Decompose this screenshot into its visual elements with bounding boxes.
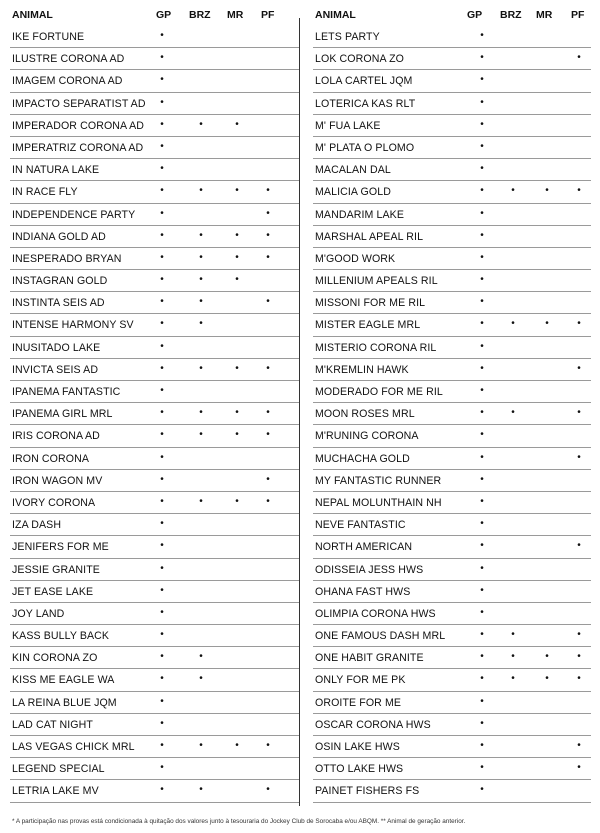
- table-row: [10, 470, 299, 492]
- pf-mark: •: [577, 407, 581, 419]
- table-row: [313, 536, 591, 558]
- table-row: [313, 403, 591, 425]
- animal-name: INESPERADO BRYAN: [12, 252, 122, 265]
- gp-mark: •: [480, 274, 484, 286]
- table-row: [313, 359, 591, 381]
- column-header-animal: ANIMAL: [12, 9, 53, 21]
- table-row: [10, 137, 299, 159]
- column-header-gp: GP: [156, 9, 172, 21]
- animal-name: IRON WAGON MV: [12, 474, 103, 487]
- gp-mark: •: [160, 518, 164, 530]
- pf-mark: •: [266, 740, 270, 751]
- mr-mark: •: [235, 251, 239, 263]
- table-row: [313, 270, 591, 292]
- table-row: [313, 581, 591, 603]
- animal-name: INUSITADO LAKE: [12, 341, 101, 354]
- table-row: [10, 70, 299, 92]
- gp-mark: •: [480, 584, 484, 596]
- animal-name: IZA DASH: [12, 519, 62, 532]
- animal-name: OSIN LAKE HWS: [315, 741, 400, 753]
- animal-name: KIN CORONA ZO: [12, 652, 98, 665]
- table-row: [10, 181, 299, 203]
- table-row: [10, 226, 299, 248]
- gp-mark: •: [160, 451, 164, 463]
- gp-mark: •: [160, 651, 164, 663]
- table-row: [313, 647, 591, 669]
- table-row: [10, 248, 299, 270]
- gp-mark: •: [160, 30, 164, 41]
- table-row: [10, 536, 299, 558]
- animal-name: ONE FAMOUS DASH MRL: [315, 630, 446, 643]
- table-row: [10, 603, 299, 625]
- gp-mark: •: [480, 30, 484, 41]
- gp-mark: •: [160, 606, 164, 618]
- animal-name: LA REINA BLUE JQM: [12, 696, 117, 709]
- brz-mark: •: [511, 629, 515, 641]
- table-row: [313, 492, 591, 514]
- table-row: [313, 692, 591, 714]
- table-row: [313, 780, 591, 802]
- brz-mark: •: [199, 274, 203, 286]
- gp-mark: •: [480, 296, 484, 308]
- animal-name: IN NATURA LAKE: [12, 164, 100, 177]
- animal-name: LOTERICA KAS RLT: [315, 97, 416, 110]
- pf-mark: •: [266, 784, 270, 796]
- gp-mark: •: [480, 118, 484, 130]
- table-row: [10, 780, 299, 802]
- brz-mark: •: [511, 673, 515, 685]
- animal-name: LOK CORONA ZO: [315, 53, 405, 66]
- animal-name: IMPERADOR CORONA AD: [12, 119, 144, 132]
- animal-name: NEPAL MOLUNTHAIN NH: [315, 496, 442, 509]
- table-row: [10, 625, 299, 647]
- brz-mark: •: [199, 251, 203, 263]
- brz-mark: •: [199, 296, 203, 308]
- table-row: [10, 359, 299, 381]
- table-row: [10, 692, 299, 714]
- gp-mark: •: [480, 318, 484, 330]
- animal-name: IKE FORTUNE: [12, 31, 85, 43]
- table-row: [10, 647, 299, 669]
- animal-name: JET EASE LAKE: [12, 585, 94, 598]
- table-row: [313, 248, 591, 270]
- gp-mark: •: [160, 385, 164, 396]
- table-row: [10, 204, 299, 226]
- animal-name: IRON CORONA: [12, 452, 90, 465]
- gp-mark: •: [480, 229, 484, 241]
- animal-name: PAINET FISHERS FS: [315, 785, 420, 798]
- gp-mark: •: [480, 362, 484, 374]
- table-row: [313, 93, 591, 115]
- table-row: [10, 314, 299, 336]
- table-row: [313, 337, 591, 359]
- gp-mark: •: [160, 584, 164, 596]
- mr-mark: •: [235, 362, 239, 374]
- animal-name: MALICIA GOLD: [315, 186, 391, 199]
- pf-mark: •: [577, 362, 581, 374]
- gp-mark: •: [480, 385, 484, 396]
- table-row: [10, 381, 299, 403]
- table-row: [313, 292, 591, 314]
- animal-name: LAD CAT NIGHT: [12, 718, 93, 731]
- table-row: [10, 93, 299, 115]
- table-row: [10, 115, 299, 137]
- mr-mark: •: [545, 318, 549, 330]
- gp-mark: •: [160, 762, 164, 774]
- gp-mark: •: [160, 562, 164, 574]
- pf-mark: •: [577, 740, 581, 751]
- gp-mark: •: [480, 717, 484, 729]
- animal-name: ILUSTRE CORONA AD: [12, 53, 125, 66]
- table-row: [10, 425, 299, 447]
- gp-mark: •: [160, 362, 164, 374]
- gp-mark: •: [160, 340, 164, 352]
- table-row: [10, 581, 299, 603]
- animal-name: INSTAGRAN GOLD: [12, 275, 108, 288]
- table-row: [313, 181, 591, 203]
- animal-name: M'GOOD WORK: [315, 252, 396, 265]
- pf-mark: •: [577, 52, 581, 64]
- right-rows: [313, 26, 591, 803]
- pf-mark: •: [577, 651, 581, 663]
- table-row: [313, 70, 591, 92]
- gp-mark: •: [160, 96, 164, 108]
- gp-mark: •: [480, 185, 484, 197]
- animal-name: MY FANTASTIC RUNNER: [315, 474, 442, 487]
- pf-mark: •: [266, 429, 270, 441]
- brz-mark: •: [199, 651, 203, 663]
- table-row: [10, 559, 299, 581]
- mr-mark: •: [235, 740, 239, 751]
- gp-mark: •: [480, 740, 484, 751]
- gp-mark: •: [480, 695, 484, 707]
- animal-name: MISSONI FOR ME RIL: [315, 297, 426, 310]
- table-row: [10, 270, 299, 292]
- gp-mark: •: [160, 251, 164, 263]
- animal-name: LOLA CARTEL JQM: [315, 75, 413, 88]
- column-header-mr: MR: [536, 9, 553, 21]
- table-header: [313, 4, 591, 26]
- gp-mark: •: [480, 340, 484, 352]
- pf-mark: •: [266, 473, 270, 485]
- animal-name: OSCAR CORONA HWS: [315, 718, 431, 731]
- table-row: [313, 226, 591, 248]
- column-divider: [299, 18, 300, 806]
- footnote: * A participação nas provas está condicionada à quitação dos valores junto à tesouraria do Jockey Club de Sorocaba e/ou ABQM. ** Animal de geração anterior.: [12, 818, 466, 825]
- pf-mark: •: [266, 185, 270, 197]
- animal-name: IPANEMA GIRL MRL: [12, 408, 113, 421]
- brz-mark: •: [199, 407, 203, 419]
- animal-name: IMPERATRIZ CORONA AD: [12, 141, 144, 154]
- column-header-brz: BRZ: [500, 9, 522, 21]
- gp-mark: •: [480, 606, 484, 618]
- pf-mark: •: [266, 251, 270, 263]
- gp-mark: •: [480, 251, 484, 263]
- table-row: [10, 448, 299, 470]
- animal-name: INSTINTA SEIS AD: [12, 297, 105, 310]
- mr-mark: •: [545, 185, 549, 197]
- gp-mark: •: [480, 451, 484, 463]
- gp-mark: •: [480, 473, 484, 485]
- gp-mark: •: [480, 163, 484, 175]
- mr-mark: •: [235, 118, 239, 130]
- gp-mark: •: [160, 318, 164, 330]
- table-row: [313, 758, 591, 780]
- brz-mark: •: [199, 318, 203, 330]
- gp-mark: •: [480, 407, 484, 419]
- brz-mark: •: [199, 118, 203, 130]
- brz-mark: •: [511, 318, 515, 330]
- animal-name: MANDARIM LAKE: [315, 208, 405, 221]
- animal-name: MOON ROSES MRL: [315, 408, 415, 421]
- mr-mark: •: [545, 673, 549, 685]
- column-header-pf: PF: [261, 9, 275, 21]
- table-row: [10, 514, 299, 536]
- table-row: [10, 492, 299, 514]
- animal-name: MARSHAL APEAL RIL: [315, 230, 424, 243]
- animal-name: OROITE FOR ME: [315, 696, 402, 709]
- animal-name: KISS ME EAGLE WA: [12, 674, 115, 687]
- gp-mark: •: [160, 140, 164, 152]
- column-header-animal: ANIMAL: [315, 9, 356, 21]
- animal-name: OHANA FAST HWS: [315, 585, 411, 598]
- animal-name: LEGEND SPECIAL: [12, 763, 105, 776]
- gp-mark: •: [160, 163, 164, 175]
- gp-mark: •: [480, 562, 484, 574]
- left-rows: [10, 26, 299, 803]
- table-row: [10, 758, 299, 780]
- animal-name: LAS VEGAS CHICK MRL: [12, 741, 135, 753]
- brz-mark: •: [199, 740, 203, 751]
- pf-mark: •: [266, 207, 270, 219]
- table-row: [313, 625, 591, 647]
- gp-mark: •: [480, 140, 484, 152]
- column-header-gp: GP: [467, 9, 483, 21]
- gp-mark: •: [480, 495, 484, 507]
- brz-mark: •: [511, 407, 515, 419]
- gp-mark: •: [480, 629, 484, 641]
- table-row: [313, 381, 591, 403]
- gp-mark: •: [160, 229, 164, 241]
- table-row: [313, 115, 591, 137]
- gp-mark: •: [160, 784, 164, 796]
- brz-mark: •: [199, 429, 203, 441]
- table-row: [10, 669, 299, 691]
- animal-name: IPANEMA FANTASTIC: [12, 386, 121, 398]
- gp-mark: •: [160, 717, 164, 729]
- brz-mark: •: [199, 673, 203, 685]
- brz-mark: •: [199, 185, 203, 197]
- gp-mark: •: [160, 629, 164, 641]
- brz-mark: •: [199, 495, 203, 507]
- gp-mark: •: [160, 185, 164, 197]
- mr-mark: •: [235, 495, 239, 507]
- table-row: [313, 559, 591, 581]
- table-row: [10, 714, 299, 736]
- animal-name: INDEPENDENCE PARTY: [12, 208, 136, 221]
- brz-mark: •: [199, 229, 203, 241]
- animal-name: ONLY FOR ME PK: [315, 674, 406, 687]
- pf-mark: •: [577, 762, 581, 774]
- brz-mark: •: [511, 185, 515, 197]
- gp-mark: •: [480, 540, 484, 552]
- pf-mark: •: [266, 229, 270, 241]
- table-row: [313, 736, 591, 758]
- animal-name: INTENSE HARMONY SV: [12, 319, 134, 332]
- table-row: [10, 159, 299, 181]
- animal-name: IMPACTO SEPARATIST AD: [12, 97, 146, 110]
- brz-mark: •: [199, 784, 203, 796]
- pf-mark: •: [577, 318, 581, 330]
- table-row: [10, 337, 299, 359]
- gp-mark: •: [160, 673, 164, 685]
- animal-name: MUCHACHA GOLD: [315, 452, 410, 465]
- gp-mark: •: [480, 429, 484, 441]
- table-row: [10, 403, 299, 425]
- gp-mark: •: [160, 740, 164, 751]
- gp-mark: •: [160, 118, 164, 130]
- gp-mark: •: [160, 74, 164, 86]
- column-header-pf: PF: [571, 9, 585, 21]
- column-header-mr: MR: [227, 9, 244, 21]
- animal-name: IN RACE FLY: [12, 186, 78, 199]
- gp-mark: •: [160, 695, 164, 707]
- pf-mark: •: [577, 540, 581, 552]
- brz-mark: •: [199, 362, 203, 374]
- gp-mark: •: [480, 518, 484, 530]
- gp-mark: •: [480, 762, 484, 774]
- animal-name: JENIFERS FOR ME: [12, 541, 109, 554]
- column-header-brz: BRZ: [189, 9, 211, 21]
- animal-name: OTTO LAKE HWS: [315, 763, 404, 776]
- gp-mark: •: [480, 207, 484, 219]
- gp-mark: •: [160, 429, 164, 441]
- animal-name: MISTER EAGLE MRL: [315, 319, 421, 332]
- gp-mark: •: [160, 52, 164, 64]
- animal-name: JESSIE GRANITE: [12, 563, 100, 576]
- animal-name: INDIANA GOLD AD: [12, 230, 106, 243]
- pf-mark: •: [266, 495, 270, 507]
- left-table: [10, 4, 299, 803]
- table-row: [313, 669, 591, 691]
- table-row: [313, 204, 591, 226]
- animal-name: MILLENIUM APEALS RIL: [315, 275, 438, 288]
- animal-name: ODISSEIA JESS HWS: [315, 563, 424, 576]
- gp-mark: •: [480, 52, 484, 64]
- table-row: [313, 470, 591, 492]
- mr-mark: •: [235, 407, 239, 419]
- pf-mark: •: [266, 296, 270, 308]
- table-row: [313, 26, 591, 48]
- mr-mark: •: [235, 185, 239, 197]
- table-row: [313, 159, 591, 181]
- animal-name: OLIMPIA CORONA HWS: [315, 607, 436, 620]
- table-row: [313, 137, 591, 159]
- pf-mark: •: [266, 362, 270, 374]
- mr-mark: •: [235, 429, 239, 441]
- gp-mark: •: [160, 407, 164, 419]
- gp-mark: •: [160, 274, 164, 286]
- animal-name: M' FUA LAKE: [315, 119, 381, 132]
- pf-mark: •: [577, 185, 581, 197]
- table-row: [313, 48, 591, 70]
- animal-name: IMAGEM CORONA AD: [12, 75, 123, 88]
- gp-mark: •: [160, 473, 164, 485]
- gp-mark: •: [480, 651, 484, 663]
- animal-name: JOY LAND: [12, 607, 65, 620]
- animal-name: M'RUNING CORONA: [315, 430, 419, 443]
- mr-mark: •: [545, 651, 549, 663]
- brz-mark: •: [511, 651, 515, 663]
- animal-name: M' PLATA O PLOMO: [315, 141, 415, 154]
- table-row: [10, 736, 299, 758]
- animal-name: IRIS CORONA AD: [12, 430, 100, 443]
- animal-name: LETS PARTY: [315, 31, 380, 43]
- gp-mark: •: [160, 207, 164, 219]
- pf-mark: •: [577, 451, 581, 463]
- gp-mark: •: [160, 296, 164, 308]
- pf-mark: •: [266, 407, 270, 419]
- table-row: [313, 714, 591, 736]
- table-row: [10, 292, 299, 314]
- animal-name: MODERADO FOR ME RIL: [315, 386, 443, 398]
- mr-mark: •: [235, 229, 239, 241]
- animal-name: LETRIA LAKE MV: [12, 785, 99, 798]
- animal-name: M'KREMLIN HAWK: [315, 363, 409, 376]
- gp-mark: •: [160, 495, 164, 507]
- animal-name: ONE HABIT GRANITE: [315, 652, 424, 665]
- right-table: [313, 4, 591, 803]
- gp-mark: •: [480, 96, 484, 108]
- animal-name: MACALAN DAL: [315, 164, 391, 177]
- table-row: [313, 514, 591, 536]
- animal-name: MISTERIO CORONA RIL: [315, 341, 437, 354]
- table-row: [10, 26, 299, 48]
- table-row: [313, 314, 591, 336]
- table-row: [10, 48, 299, 70]
- gp-mark: •: [480, 673, 484, 685]
- table-row: [313, 603, 591, 625]
- animal-name: INVICTA SEIS AD: [12, 363, 99, 376]
- pf-mark: •: [577, 673, 581, 685]
- animal-name: KASS BULLY BACK: [12, 630, 110, 643]
- pf-mark: •: [577, 629, 581, 641]
- table-header: [10, 4, 299, 26]
- animal-name: NEVE FANTASTIC: [315, 519, 406, 532]
- table-row: [313, 425, 591, 447]
- animal-name: NORTH AMERICAN: [315, 541, 413, 554]
- table-row: [313, 448, 591, 470]
- gp-mark: •: [480, 74, 484, 86]
- mr-mark: •: [235, 274, 239, 286]
- gp-mark: •: [160, 540, 164, 552]
- gp-mark: •: [480, 784, 484, 796]
- animal-name: IVORY CORONA: [12, 496, 96, 509]
